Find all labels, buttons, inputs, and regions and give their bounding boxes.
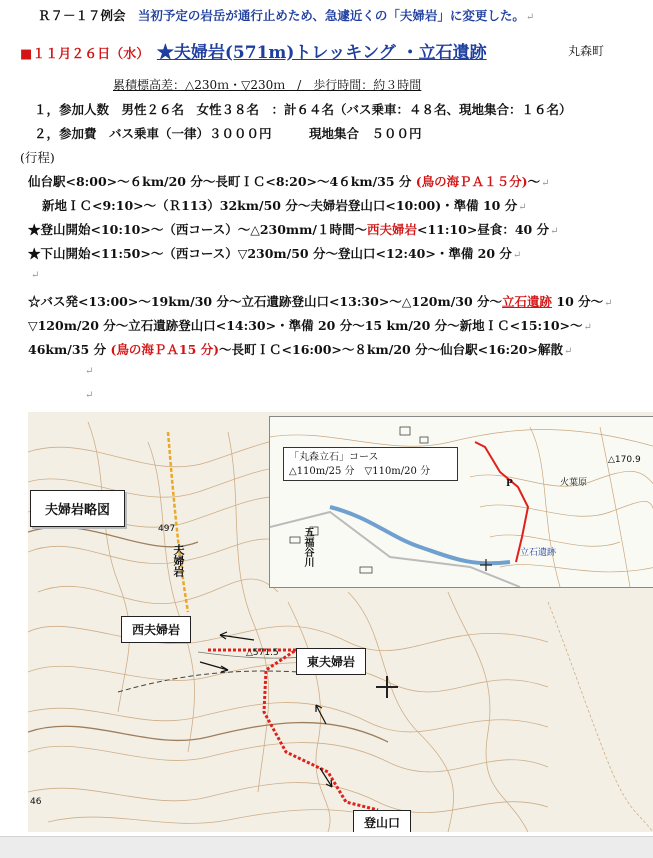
schedule-text: ★下山開始<11:50>〜（西コース）▽230m/50 分〜登山口<12:40>・準備 20 分 xyxy=(28,246,512,261)
fee-line: ２，参加費 バス乗車（一律）３０００円 現地集合 ５００円 xyxy=(34,126,422,141)
mountain-label: 夫婦岩 xyxy=(172,544,185,577)
summit-name: 西夫婦岩 xyxy=(366,222,417,237)
course-stats: △110m/25 分 ▽110m/20 分 xyxy=(289,466,431,477)
schedule-text: ☆バス発<13:00>〜19km/30 分〜立石遺跡登山口<13:30>〜△120m/30 分〜 xyxy=(28,294,503,309)
inset-kajiba: 火葉原 xyxy=(560,478,588,488)
schedule-line-7: 46km/35 分 (鳥の海ＰＡ15 分)〜長町ＩＣ<16:00>〜８km/20 分〜仙台駅<16:20>解散↵ xyxy=(28,342,573,357)
west-peak-label: 西夫婦岩 xyxy=(121,616,191,643)
event-title xyxy=(20,38,487,63)
schedule-text: 46km/35 分 xyxy=(28,342,107,357)
site-name: 立石遺跡 xyxy=(502,294,553,309)
schedule-line-3: ★登山開始<10:10>〜（西コース）〜△230mm/１時間〜西夫婦岩<11:10>昼食：40 分↵ xyxy=(28,222,559,237)
trail-map xyxy=(28,412,653,832)
elevation-571: △571.5 xyxy=(246,648,279,658)
schedule-text: 〜長町ＩＣ<16:00>〜８km/20 分〜仙台駅<16:20>解散 xyxy=(219,342,563,357)
meeting-number: Ｒ７－１７例会 xyxy=(38,8,126,23)
schedule-line-6: ▽120m/20 分〜立石遺跡登山口<14:30>・準備 20 分〜15 km/20 分〜新地ＩＣ<15:10>〜↵ xyxy=(28,318,592,333)
schedule-text: ★登山開始<10:10>〜（西コース）〜△230mm/１時間〜 xyxy=(28,222,367,237)
rest-stop: (鳥の海ＰＡ１５分) xyxy=(415,174,528,189)
window-bottom-bar xyxy=(0,836,653,858)
elevation-info: 累積標高差：△230ｍ・▽230ｍ / 歩行時間：約３時間 xyxy=(113,78,422,92)
inset-site-label: 立石遺跡 xyxy=(520,548,557,558)
map-title: 夫婦岩略図 xyxy=(30,490,125,527)
schedule-heading: (行程) xyxy=(20,150,55,165)
schedule-line-2: 新地ＩＣ<9:10>〜（Ｒ113）32km/50 分〜夫婦岩登山口<10:00)・準備 10 分↵ xyxy=(42,198,527,213)
header-line: Ｒ７－１７例会 当初予定の岩岳が通行止めため、急遽近くの「夫婦岩」に変更した。↵ xyxy=(38,8,535,23)
change-notice: 当初予定の岩岳が通行止めため、急遽近くの「夫婦岩」に変更した。 xyxy=(137,8,525,23)
trailhead-label: 登山口 xyxy=(353,810,411,832)
inset-parking: P xyxy=(506,479,513,489)
schedule-line-1: 仙台駅<8:00>〜６km/20 分〜長町ＩＣ<8:20>〜4６km/35 分 (鳥の海ＰＡ１５分)〜↵ xyxy=(28,174,550,189)
event-place: 丸森町 xyxy=(568,44,605,58)
schedule-text: 〜 xyxy=(527,174,541,189)
rest-stop: (鳥の海ＰＡ15 分) xyxy=(110,342,220,357)
schedule-text: 10 分〜 xyxy=(552,294,604,309)
inset-terrain xyxy=(270,417,653,587)
schedule-text: <11:10>昼食：40 分 xyxy=(416,222,550,237)
paragraph-mark: ↵ xyxy=(85,366,94,377)
schedule-text: 仙台駅<8:00>〜６km/20 分〜長町ＩＣ<8:20>〜4６km/35 分 xyxy=(28,174,412,189)
participants-line: １，参加人数 男性２６名 女性３８名 ：計６４名（バス乗車：４８名、現地集合：１６名） xyxy=(34,102,572,117)
event-name: ★夫婦岩(571m)トレッキング ・立石遺跡 xyxy=(156,43,487,63)
east-peak-label: 東夫婦岩 xyxy=(296,648,366,675)
elevation-497: 497 xyxy=(158,524,176,534)
event-date: ■１１月２６日（水） xyxy=(20,47,150,62)
schedule-text: ▽120m/20 分〜立石遺跡登山口<14:30>・準備 20 分〜15 km/20 分〜新地ＩＣ<15:10>〜 xyxy=(28,318,583,333)
paragraph-mark: ↵ xyxy=(85,390,94,401)
course-info-box xyxy=(283,447,458,481)
inset-elevation: △170.9 xyxy=(608,455,641,465)
schedule-line-4: ★下山開始<11:50>〜（西コース）▽230m/50 分〜登山口<12:40>・準備 20 分↵ xyxy=(28,246,522,261)
schedule-line-5: ☆バス発<13:00>〜19km/30 分〜立石遺跡登山口<13:30>〜△120m/30 分〜立石遺跡 10 分〜↵ xyxy=(28,294,613,309)
schedule-text: 新地ＩＣ<9:10>〜（Ｒ113）32km/50 分〜夫婦岩登山口<10:00)・準備 10 分 xyxy=(42,198,518,213)
inset-map xyxy=(269,416,653,588)
elevation-46: 46 xyxy=(30,797,42,807)
inset-river-label: 五福谷川 xyxy=(302,527,313,567)
paragraph-mark: ↵ xyxy=(31,270,40,281)
course-name: 「丸森立石」コース xyxy=(289,452,379,463)
